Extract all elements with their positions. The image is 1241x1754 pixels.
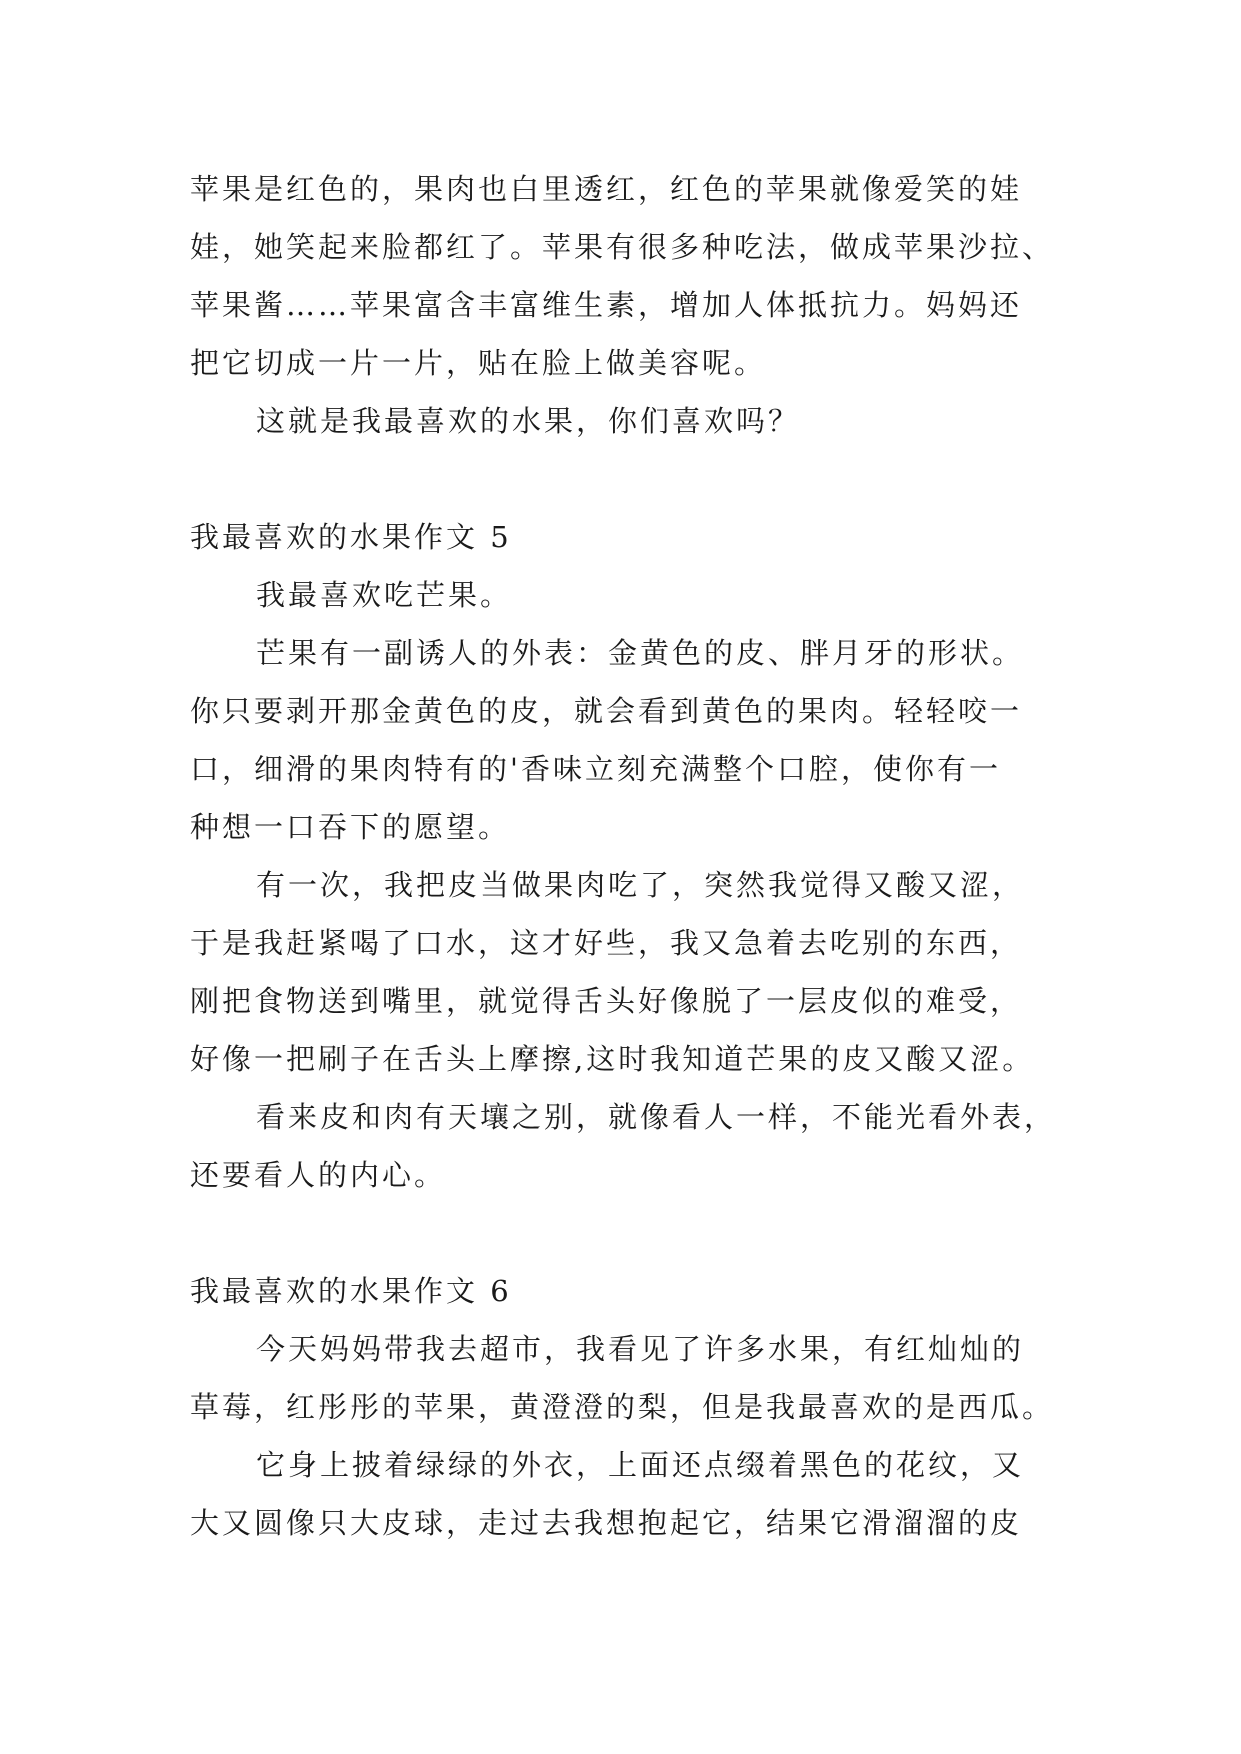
- paragraph: [190, 1320, 1070, 1436]
- text-line: 大又圆像只大皮球，走过去我想抱起它，结果它滑溜溜的皮: [190, 1506, 1023, 1540]
- paragraph: [190, 160, 1070, 392]
- document-body: [190, 160, 1070, 1552]
- paragraph: [190, 566, 1070, 624]
- text-line: 苹果是红色的，果肉也白里透红，红色的苹果就像爱笑的娃: [190, 172, 1023, 206]
- text-line: 芒果有一副诱人的外表：金黄色的皮、胖月牙的形状。: [256, 636, 1025, 670]
- text-line: 娃，她笑起来脸都红了。苹果有很多种吃法，做成苹果沙拉、: [190, 230, 1055, 264]
- paragraph: [190, 392, 1070, 450]
- text-line: 这就是我最喜欢的水果，你们喜欢吗？: [256, 404, 801, 438]
- essay-5: [190, 508, 1070, 1204]
- section-heading: 我最喜欢的水果作文 5: [190, 520, 512, 554]
- paragraph: [190, 856, 1070, 1088]
- text-line: 它身上披着绿绿的外衣，上面还点缀着黑色的花纹，又: [256, 1448, 1025, 1482]
- text-line: 好像一把刷子在舌头上摩擦,这时我知道芒果的皮又酸又涩。: [190, 1042, 1035, 1076]
- text-line: 我最喜欢吃芒果。: [256, 578, 513, 612]
- text-line: 还要看人的内心。: [190, 1158, 447, 1192]
- text-line: 今天妈妈带我去超市，我看见了许多水果，有红灿灿的: [256, 1332, 1025, 1366]
- text-line: 有一次，我把皮当做果肉吃了，突然我觉得又酸又涩，: [256, 868, 1025, 902]
- text-line: 于是我赶紧喝了口水，这才好些，我又急着去吃别的东西，: [190, 926, 1023, 960]
- section-heading: 我最喜欢的水果作文 6: [190, 1274, 512, 1308]
- text-line: 刚把食物送到嘴里，就觉得舌头好像脱了一层皮似的难受，: [190, 984, 1023, 1018]
- paragraph: [190, 624, 1070, 856]
- paragraph: [190, 1436, 1070, 1552]
- section-gap: [190, 450, 1070, 508]
- text-line: 口，细滑的果肉特有的'香味立刻充满整个口腔，使你有一: [190, 752, 1001, 786]
- text-line: 种想一口吞下的愿望。: [190, 810, 511, 844]
- text-line: 把它切成一片一片，贴在脸上做美容呢。: [190, 346, 767, 380]
- section-gap: [190, 1204, 1070, 1262]
- essay-6: [190, 1262, 1070, 1552]
- text-line: 草莓，红彤彤的苹果，黄澄澄的梨，但是我最喜欢的是西瓜。: [190, 1390, 1055, 1424]
- text-line: 你只要剥开那金黄色的皮，就会看到黄色的果肉。轻轻咬一: [190, 694, 1023, 728]
- paragraph: [190, 1088, 1070, 1204]
- text-line: 看来皮和肉有天壤之别，就像看人一样，不能光看外表，: [256, 1100, 1057, 1134]
- text-line: 苹果酱……苹果富含丰富维生素，增加人体抵抗力。妈妈还: [190, 288, 1023, 322]
- essay-4-continuation: [190, 160, 1070, 450]
